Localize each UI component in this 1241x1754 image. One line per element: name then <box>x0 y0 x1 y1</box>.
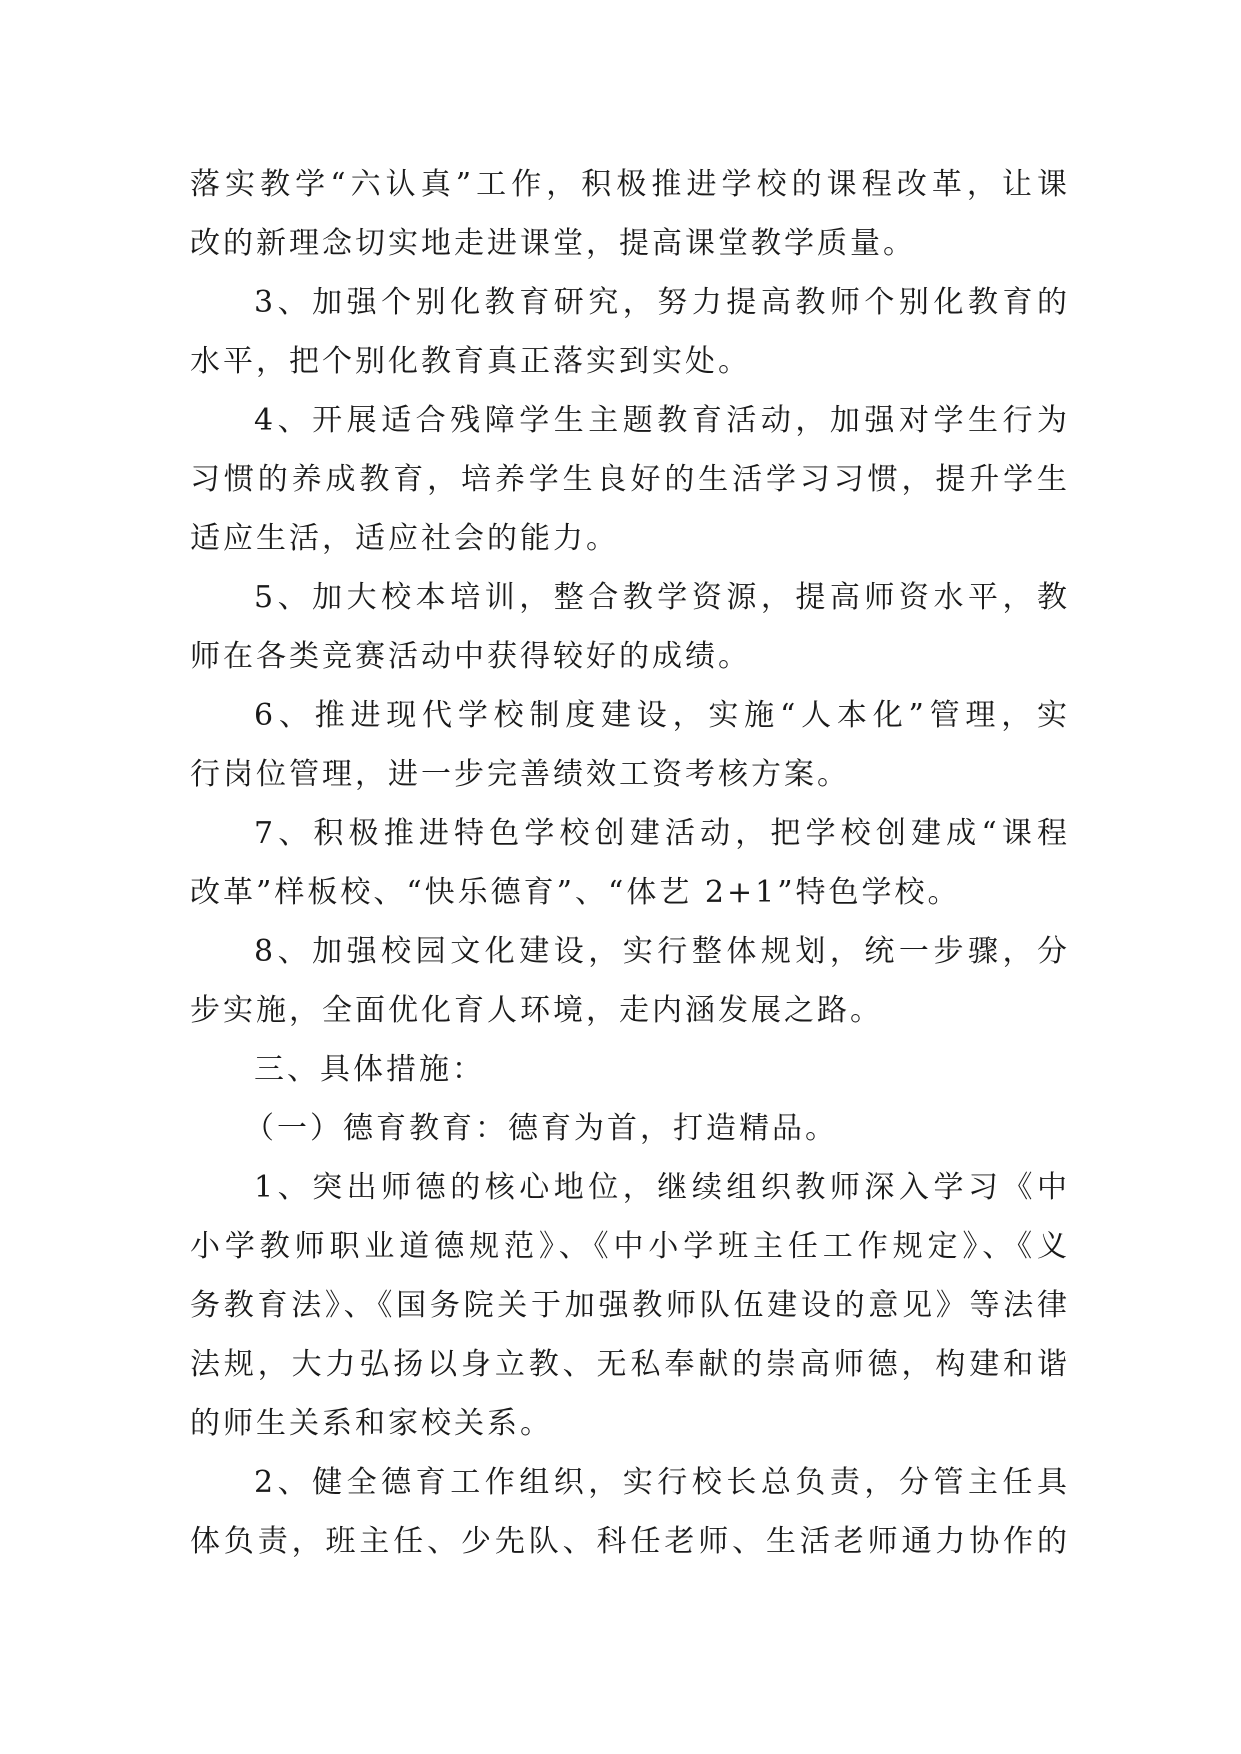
text-line: 师在各类竞赛活动中获得较好的成绩。 <box>190 639 751 674</box>
document-body <box>190 155 1070 1571</box>
text-line: 改的新理念切实地走进课堂，提高课堂教学质量。 <box>190 226 916 261</box>
text-line: 落实教学“六认真”工作，积极推进学校的课程改革，让课 <box>190 167 1070 202</box>
section-heading: 三、具体措施： <box>254 1052 485 1087</box>
text-line: 务教育法》、《国务院关于加强教师队伍建设的意见》等法律 <box>190 1288 1070 1323</box>
text-line: 适应生活，适应社会的能力。 <box>190 521 619 556</box>
text-line: 的师生关系和家校关系。 <box>190 1406 553 1441</box>
text-line: 法规，大力弘扬以身立教、无私奉献的崇高师德，构建和谐 <box>190 1347 1070 1382</box>
text-line: 改革”样板校、“快乐德育”、“体艺 2+1”特色学校。 <box>190 875 961 910</box>
paragraph-7-start: 7、积极推进特色学校创建活动，把学校创建成“课程 <box>254 816 1070 851</box>
paragraph-5-start: 5、加大校本培训，整合教学资源，提高师资水平，教 <box>254 580 1070 615</box>
subsection-heading: （一）德育教育：德育为首，打造精品。 <box>244 1111 838 1146</box>
text-line: 小学教师职业道德规范》、《中小学班主任工作规定》、《义 <box>190 1229 1070 1264</box>
text-line: 行岗位管理，进一步完善绩效工资考核方案。 <box>190 757 850 792</box>
paragraph-3-start: 3、加强个别化教育研究，努力提高教师个别化教育的 <box>254 285 1070 320</box>
paragraph-4-start: 4、开展适合残障学生主题教育活动，加强对学生行为 <box>254 403 1070 438</box>
paragraph-2-start: 2、健全德育工作组织，实行校长总负责，分管主任具 <box>254 1465 1070 1500</box>
paragraph-8-start: 8、加强校园文化建设，实行整体规划，统一步骤，分 <box>254 934 1070 969</box>
text-line: 步实施，全面优化育人环境，走内涵发展之路。 <box>190 993 883 1028</box>
paragraph-1-start: 1、突出师德的核心地位，继续组织教师深入学习《中 <box>254 1170 1070 1205</box>
text-line: 体负责，班主任、少先队、科任老师、生活老师通力协作的 <box>190 1524 1070 1559</box>
text-line: 习惯的养成教育，培养学生良好的生活学习习惯，提升学生 <box>190 462 1070 497</box>
paragraph-6-start: 6、推进现代学校制度建设，实施“人本化”管理，实 <box>254 698 1070 733</box>
text-line: 水平，把个别化教育真正落实到实处。 <box>190 344 751 379</box>
